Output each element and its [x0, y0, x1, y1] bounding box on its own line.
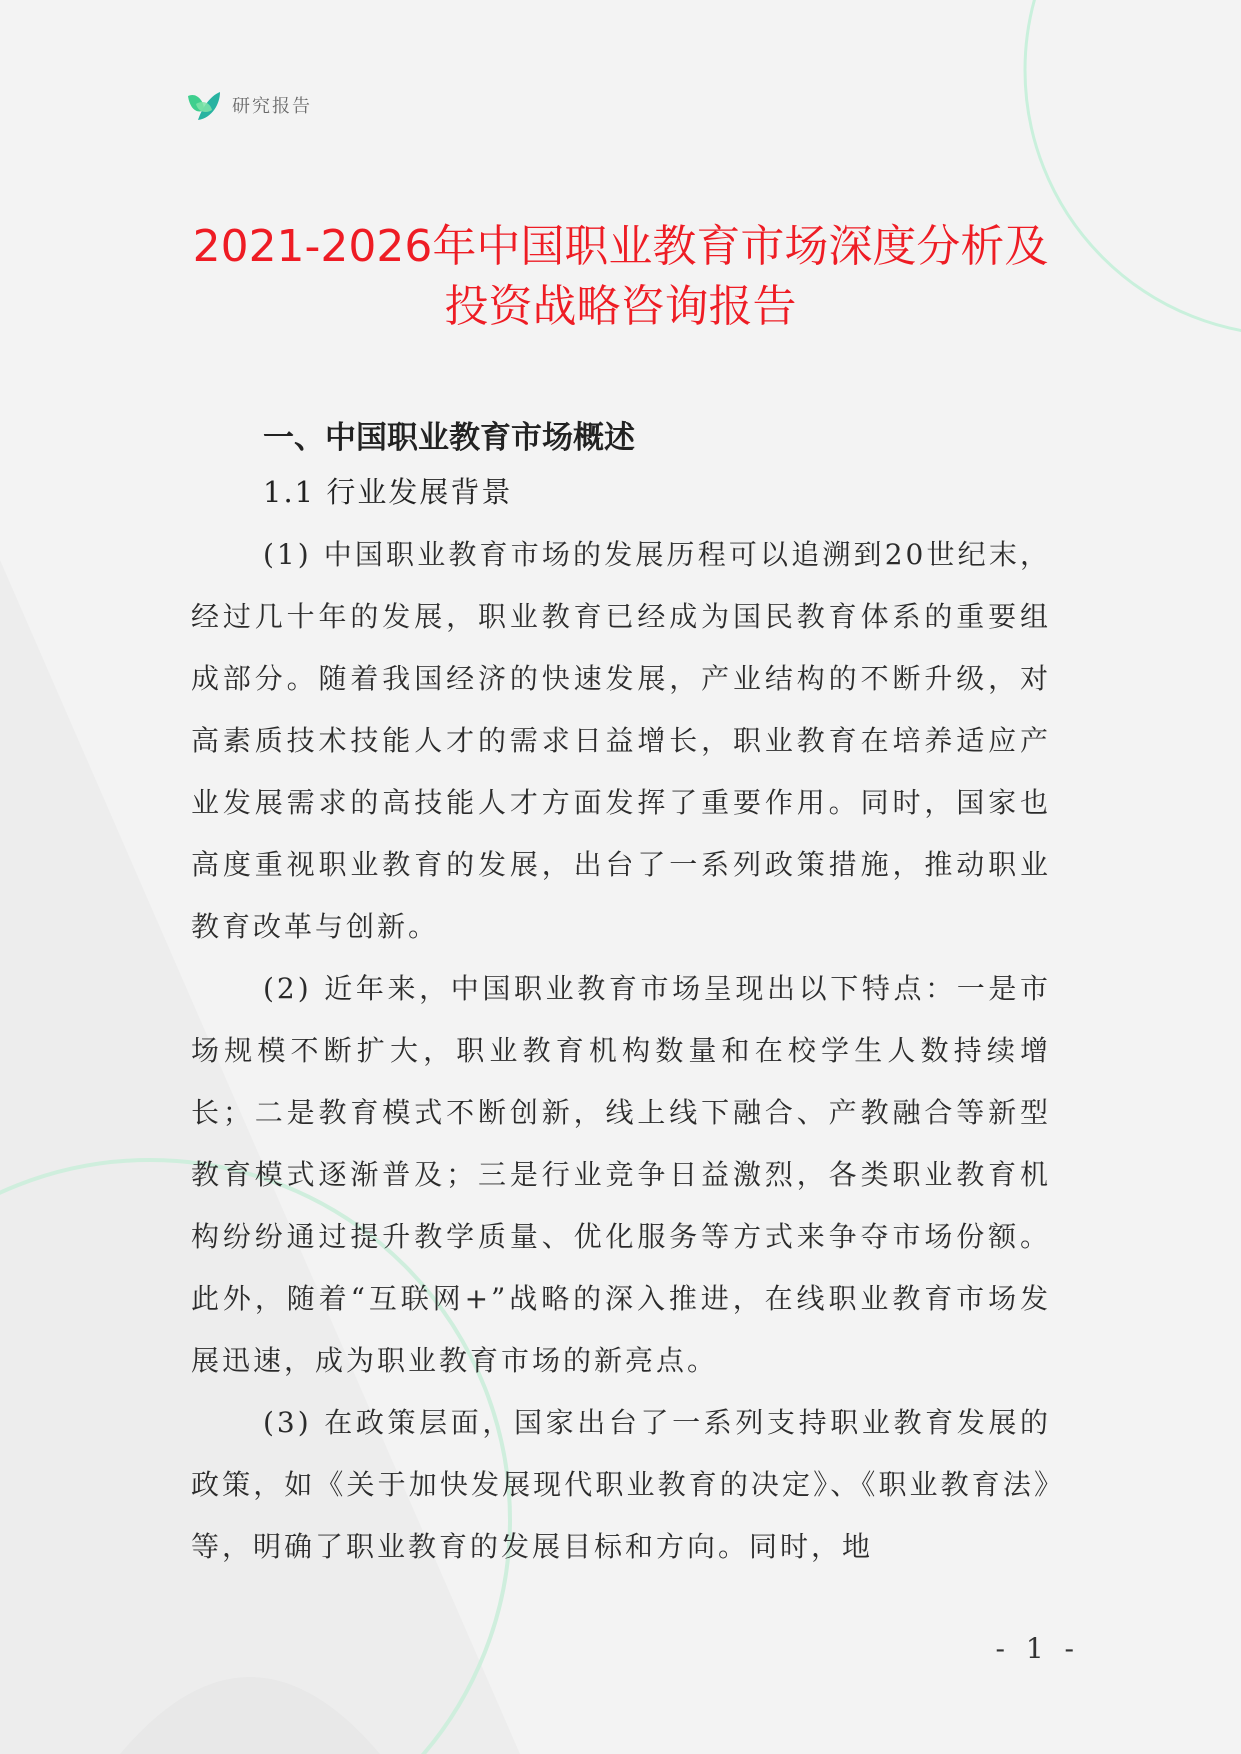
report-logo [186, 88, 312, 122]
paragraph-2: (2) 近年来，中国职业教育市场呈现出以下特点：一是市场规模不断扩大，职业教育机构数量和在校学生人数持续增长；二是教育模式不断创新，线上线下融合、产教融合等新型教育模式逐渐普及；三是行业竞争日益激烈，各类职业教育机构纷纷通过提升教学质量、优化服务等方式来争夺市场份额。此外，随着“互联网+”战略的深入推进，在线职业教育市场发展迅速，成为职业教育市场的新亮点。 [191, 972, 1051, 1377]
report-title [150, 217, 1091, 337]
paragraph-1: (1) 中国职业教育市场的发展历程可以追溯到20世纪末，经过几十年的发展，职业教育已经成为国民教育体系的重要组成部分。随着我国经济的快速发展，产业结构的不断升级，对高素质技术技能人才的需求日益增长，职业教育在培养适应产业发展需求的高技能人才方面发挥了重要作用。同时，国家也高度重视职业教育的发展，出台了一系列政策措施，推动职业教育改革与创新。 [191, 538, 1051, 943]
logo-label: 研究报告 [232, 96, 312, 117]
leaf-logo-icon [186, 88, 222, 122]
subsection-heading: 1.1 行业发展背景 [263, 475, 513, 509]
report-title-line-1: 2021-2026年中国职业教育市场深度分析及 [192, 221, 1049, 272]
section-heading: 一、中国职业教育市场概述 [263, 420, 635, 456]
report-title-line-2: 投资战略咨询报告 [444, 281, 797, 332]
body-content [191, 412, 1051, 1578]
page-number: - 1 - [995, 1632, 1080, 1665]
paragraph-3: (3) 在政策层面，国家出台了一系列支持职业教育发展的政策，如《关于加快发展现代职业教育的决定》、《职业教育法》等，明确了职业教育的发展目标和方向。同时，地 [191, 1406, 1051, 1563]
